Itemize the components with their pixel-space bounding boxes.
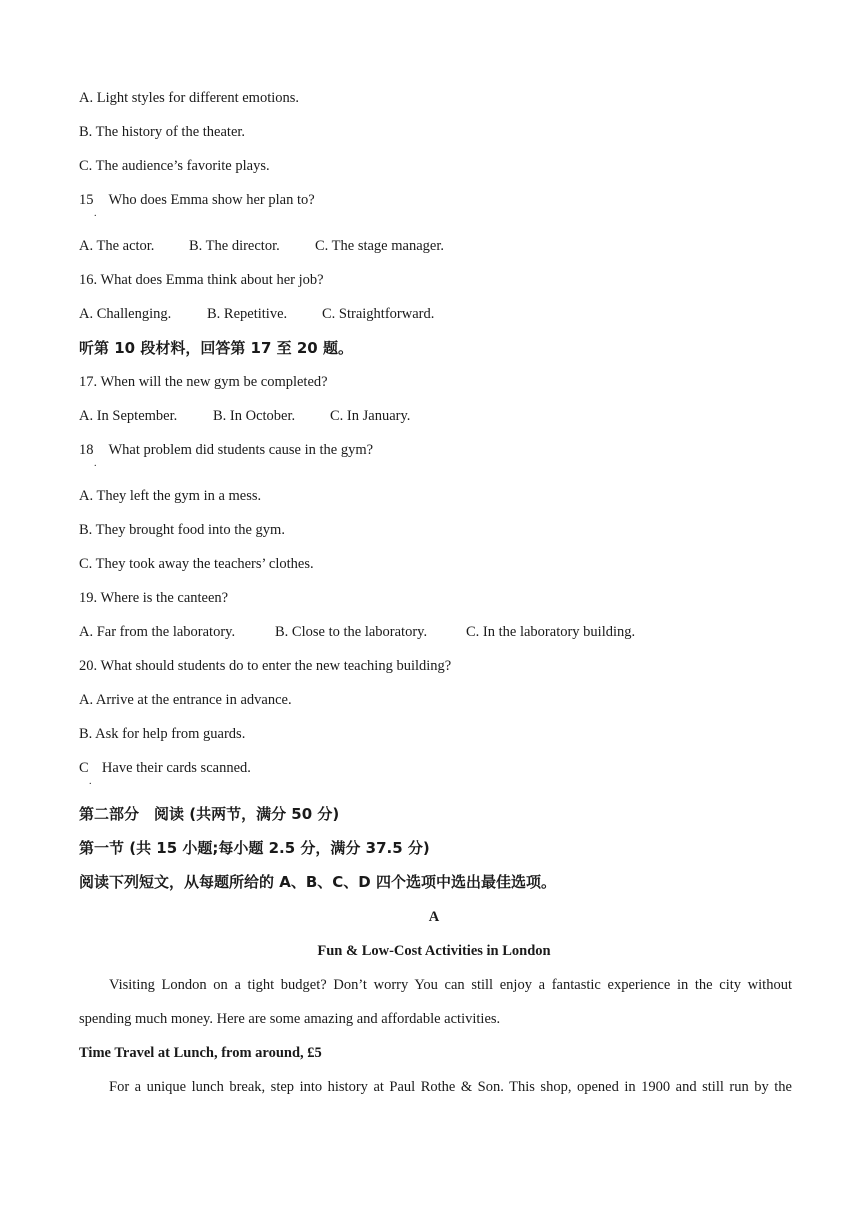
- q17-options: [79, 406, 410, 426]
- q18-text: What problem did students cause in the gym?: [108, 442, 374, 458]
- q18-option-b: B. They brought food into the gym.: [79, 522, 285, 538]
- q18-question: [79, 440, 373, 460]
- q19-option-a: A. Far from the laboratory.: [79, 624, 236, 640]
- part2-section1-heading: 第一节 (共 15 小题;每小题 2.5 分，满分 37.5 分): [79, 839, 430, 857]
- part2-instruction: 阅读下列短文，从每题所给的 A、B、C、D 四个选项中选出最佳选项。: [79, 873, 556, 891]
- passage-intro-line2: spending much money. Here are some amazing and affordable activities.: [79, 1011, 501, 1027]
- q20-option-c-dot: .: [89, 776, 92, 787]
- q16-question: 16. What does Emma think about her job?: [79, 272, 324, 288]
- q20-option-a: A. Arrive at the entrance in advance.: [79, 692, 292, 708]
- q15-option-b: B. The director.: [189, 238, 280, 254]
- passage-subheading: Time Travel at Lunch, from around, £5: [79, 1045, 322, 1061]
- q14-option-a: A. Light styles for different emotions.: [79, 90, 300, 106]
- passage-title: Fun & Low-Cost Activities in London: [317, 943, 551, 959]
- q14-option-b: B. The history of the theater.: [79, 124, 246, 140]
- q15-options: [79, 236, 444, 256]
- q18-number-dot: .: [94, 458, 97, 469]
- q15-option-c: C. The stage manager.: [315, 238, 444, 254]
- q15-number: 15: [79, 192, 94, 208]
- q17-question: 17. When will the new gym be completed?: [79, 374, 328, 390]
- q15-question: [79, 190, 315, 210]
- q20-option-c-letter: C: [79, 760, 89, 776]
- q19-question: 19. Where is the canteen?: [79, 590, 229, 606]
- passage-intro-line1: Visiting London on a tight budget? Don’t worry You can still enjoy a fantastic experience in the city without: [109, 977, 792, 993]
- passage-letter: A: [428, 909, 440, 925]
- q17-option-a: A. In September.: [79, 408, 178, 424]
- q16-options: [79, 304, 434, 324]
- q15-text: Who does Emma show her plan to?: [108, 192, 315, 208]
- q19-option-c: C. In the laboratory building.: [466, 624, 636, 640]
- q16-option-a: A. Challenging.: [79, 306, 172, 322]
- q17-option-c: C. In January.: [330, 408, 411, 424]
- section10-heading: 听第 10 段材料，回答第 17 至 20 题。: [79, 339, 353, 357]
- q15-number-dot: .: [94, 208, 97, 219]
- passage-para1-line1: For a unique lunch break, step into history at Paul Rothe & Son. This shop, opened in 1900 and still run by the: [109, 1079, 792, 1095]
- q20-option-c: [79, 758, 251, 778]
- q19-option-b: B. Close to the laboratory.: [275, 624, 428, 640]
- q18-option-a: A. They left the gym in a mess.: [79, 488, 262, 504]
- q15-option-a: A. The actor.: [79, 238, 155, 254]
- q18-number: 18: [79, 442, 94, 458]
- q19-options: [79, 622, 635, 642]
- q18-option-c: C. They took away the teachers’ clothes.: [79, 556, 314, 572]
- q16-option-c: C. Straightforward.: [322, 306, 435, 322]
- q20-option-c-text: Have their cards scanned.: [101, 760, 251, 776]
- q16-option-b: B. Repetitive.: [207, 306, 288, 322]
- q17-option-b: B. In October.: [213, 408, 296, 424]
- q20-question: 20. What should students do to enter the new teaching building?: [79, 658, 452, 674]
- part2-heading: 第二部分 阅读 (共两节，满分 50 分): [79, 805, 340, 823]
- q14-option-c: C. The audience’s favorite plays.: [79, 158, 270, 174]
- q20-option-b: B. Ask for help from guards.: [79, 726, 246, 742]
